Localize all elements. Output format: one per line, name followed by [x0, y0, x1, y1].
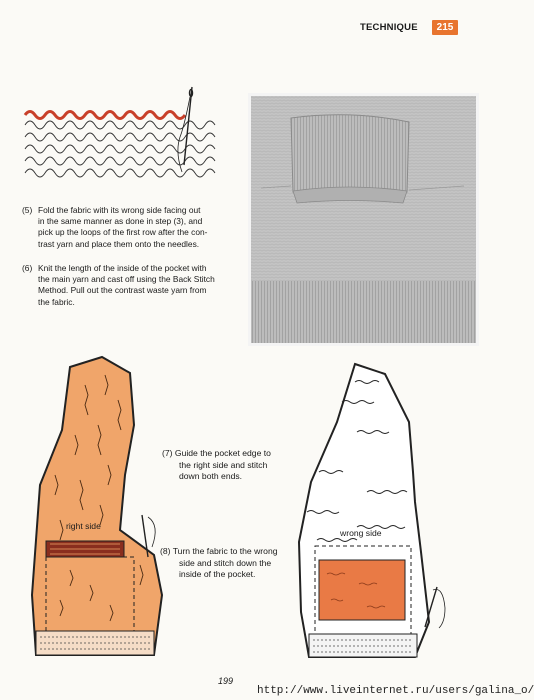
step-line: Knit the length of the inside of the pocket with	[38, 263, 207, 273]
step-number: (6)	[22, 263, 33, 273]
caption-line: inside of the pocket.	[179, 569, 256, 580]
caption-line: (8) Turn the fabric to the wrong	[160, 546, 278, 556]
caption-line: the right side and stitch	[179, 459, 268, 470]
caption-step-7	[162, 448, 271, 483]
wrong-side-diagram	[297, 362, 457, 664]
pocket-photo	[248, 93, 479, 346]
right-side-label: right side	[66, 521, 101, 531]
needle-icon	[178, 87, 193, 172]
page-number: 199	[218, 676, 234, 686]
step-line: Fold the fabric with its wrong side facing out	[38, 205, 201, 215]
step-line: the fabric.	[38, 296, 75, 307]
source-url[interactable]: http://www.liveinternet.ru/users/galina_o/	[257, 685, 534, 697]
step-number: (5)	[22, 205, 33, 215]
caption-line: (7) Guide the pocket edge to	[162, 448, 271, 458]
caption-line: side and stitch down the	[179, 557, 272, 568]
ribbing-bottom	[309, 634, 417, 657]
contrast-yarn-row	[25, 112, 185, 119]
caption-step-8	[160, 546, 278, 581]
knitting-stitch-diagram	[20, 85, 235, 195]
step-line: pick up the loops of the first row after the con-	[38, 227, 208, 238]
step-line: in the same manner as done in step (3), and	[38, 216, 203, 227]
step-line: the main yarn and cast off using the Back Stitch	[38, 274, 215, 285]
page-badge: 215	[432, 20, 458, 35]
wrong-side-label: wrong side	[340, 528, 382, 538]
inner-pocket	[319, 560, 405, 620]
fabric-shape	[32, 357, 162, 655]
right-side-diagram	[30, 355, 165, 667]
caption-line: down both ends.	[179, 471, 243, 482]
step-line: trast yarn and place them onto the needles.	[38, 238, 200, 249]
step-line: Method. Pull out the contrast waste yarn from	[38, 285, 207, 296]
step-5	[22, 205, 237, 255]
step-6	[22, 263, 237, 313]
section-title: TECHNIQUE	[360, 22, 418, 33]
stitch-rows	[25, 121, 215, 177]
